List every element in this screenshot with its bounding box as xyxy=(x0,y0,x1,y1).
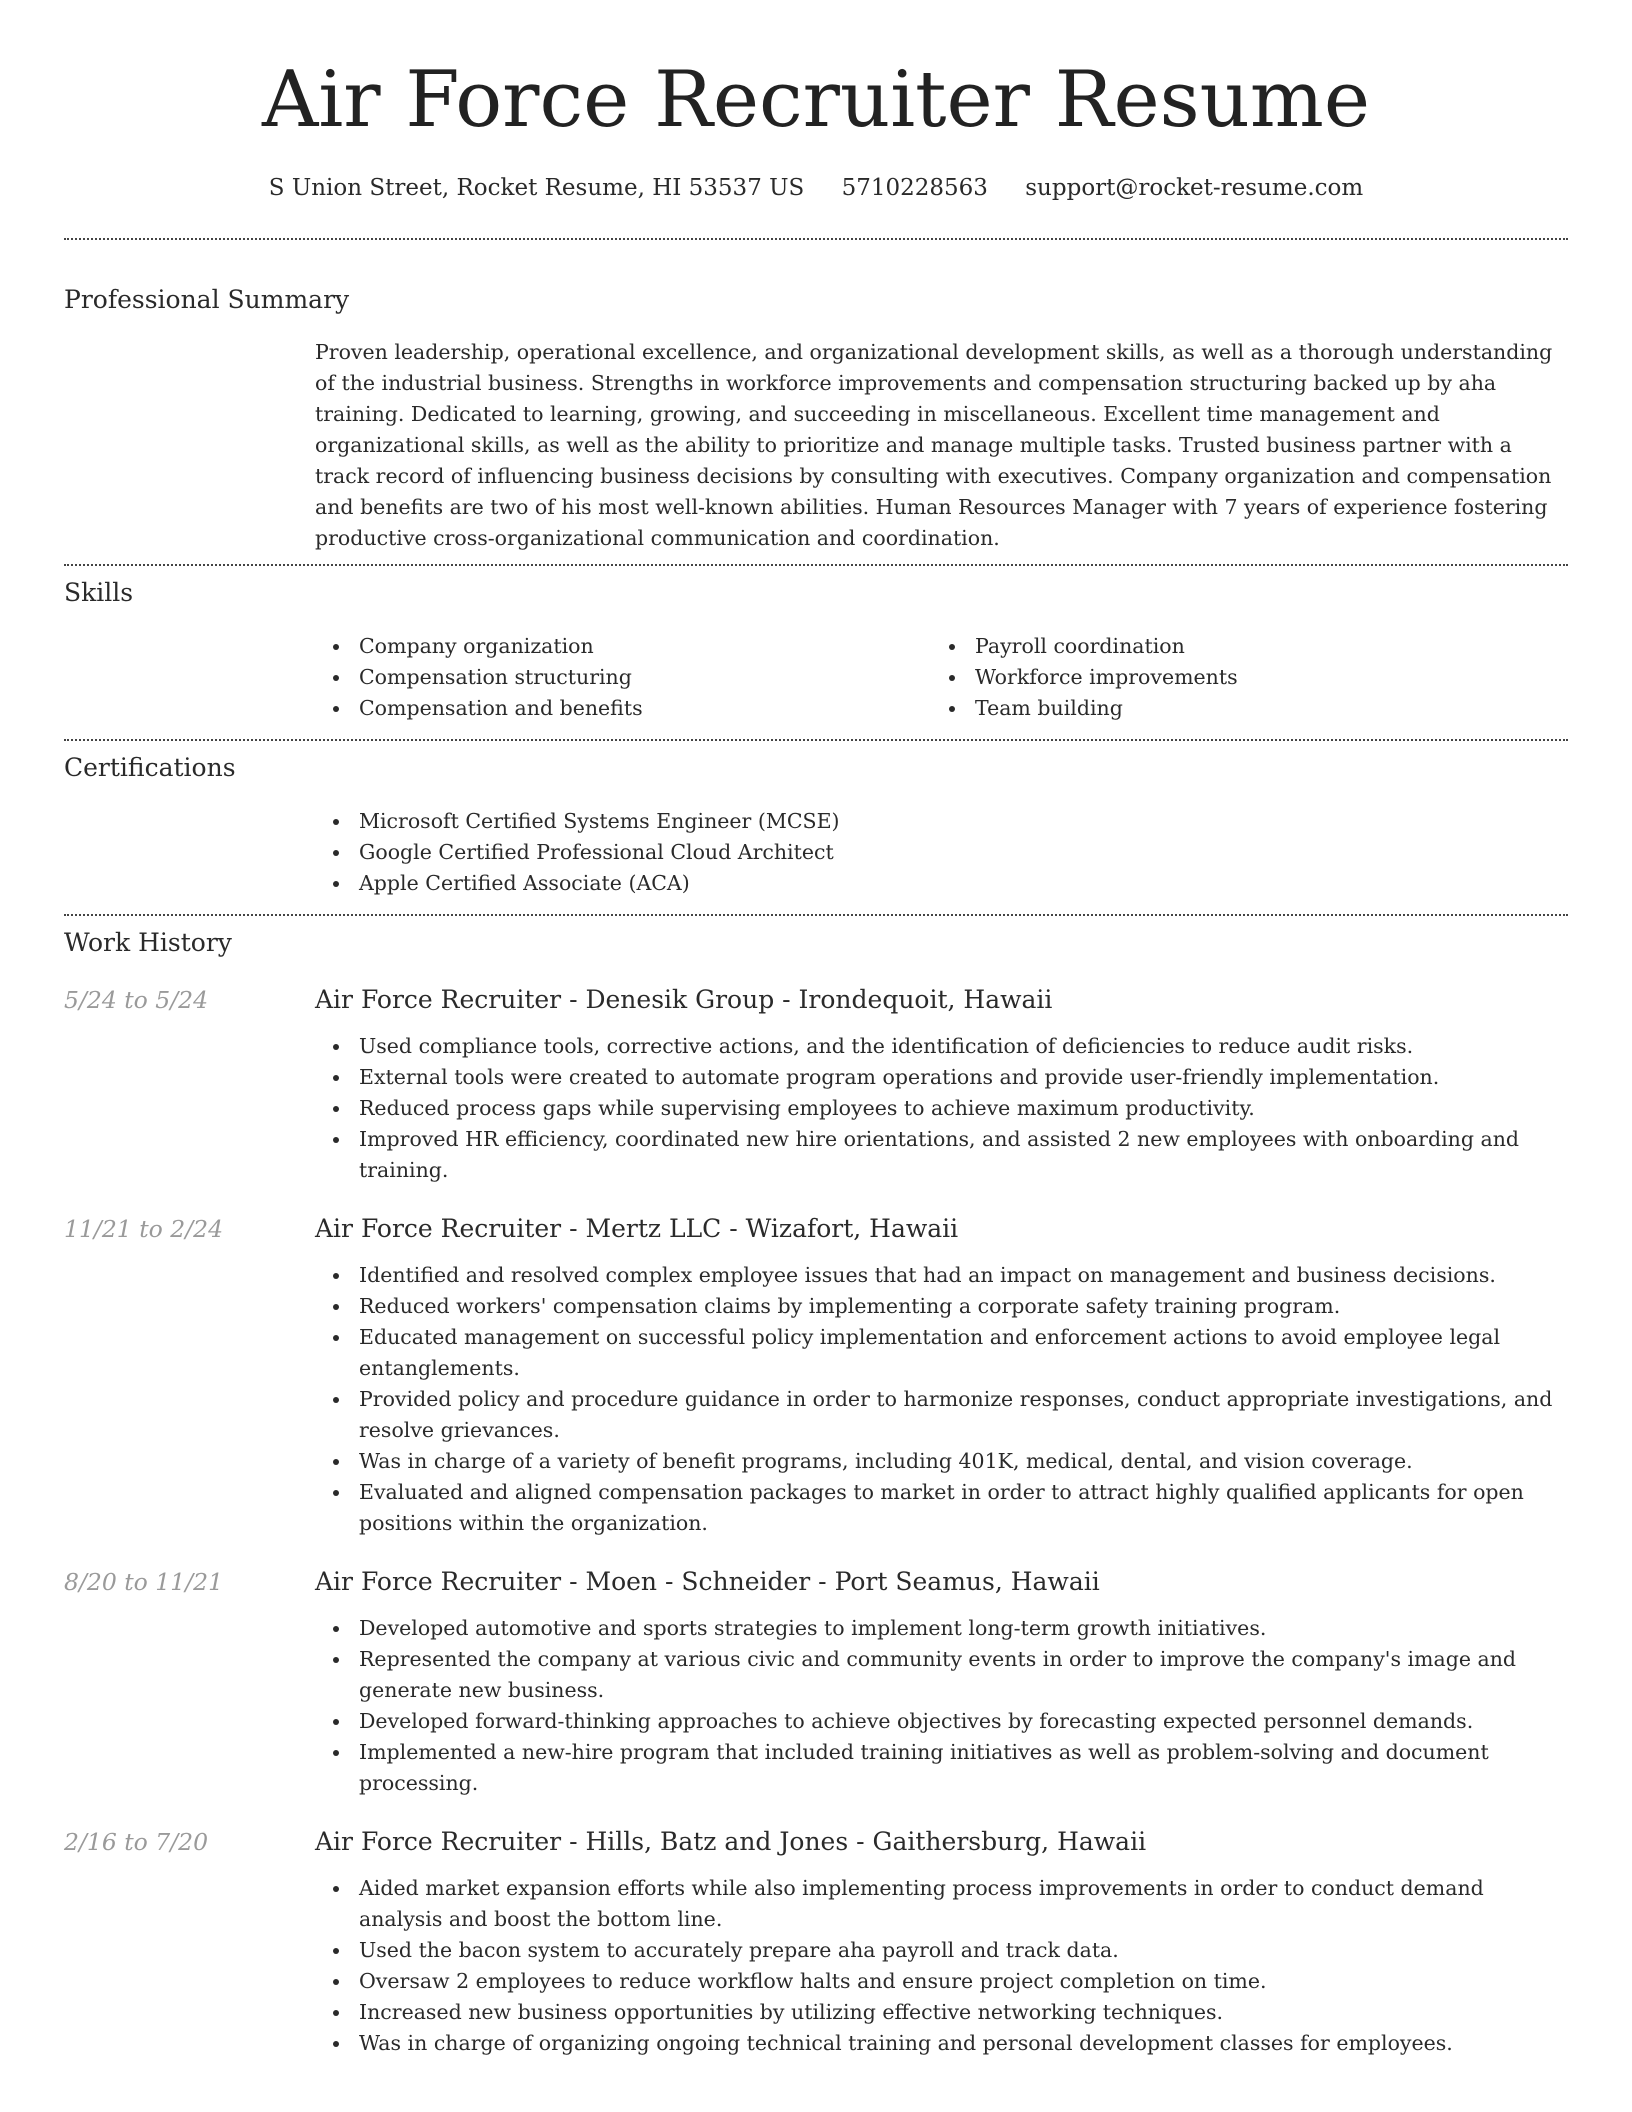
list-item: Compensation and benefits xyxy=(315,693,931,724)
job-bullets xyxy=(315,1260,1568,1539)
section-divider xyxy=(64,739,1568,741)
list-item: Implemented a new-hire program that included training initiatives as well as problem-solving and document processing. xyxy=(315,1737,1568,1799)
list-item: Microsoft Certified Systems Engineer (MCSE) xyxy=(315,806,1568,837)
job-bullets xyxy=(315,1031,1568,1186)
work-history-heading: Work History xyxy=(64,928,232,957)
section-divider xyxy=(64,914,1568,916)
job-bullets xyxy=(315,1613,1568,1799)
list-item: Increased new business opportunities by utilizing effective networking techniques. xyxy=(315,1997,1568,2028)
list-item: Provided policy and procedure guidance in order to harmonize responses, conduct appropriate investigations, and resolve grievances. xyxy=(315,1384,1568,1446)
contact-address: S Union Street, Rocket Resume, HI 53537 US xyxy=(268,175,805,201)
list-item: Was in charge of organizing ongoing technical training and personal development classes for employees. xyxy=(315,2028,1568,2059)
list-item: Used compliance tools, corrective actions, and the identification of deficiencies to reduce audit risks. xyxy=(315,1031,1568,1062)
job-entry xyxy=(64,983,1568,1186)
list-item: Developed forward-thinking approaches to achieve objectives by forecasting expected personnel demands. xyxy=(315,1706,1568,1737)
job-bullets xyxy=(315,1873,1568,2059)
certifications-list xyxy=(315,806,1568,899)
list-item: External tools were created to automate program operations and provide user-friendly implementation. xyxy=(315,1062,1568,1093)
list-item: Workforce improvements xyxy=(931,662,1547,693)
list-item: Improved HR efficiency, coordinated new hire orientations, and assisted 2 new employees with onboarding and training. xyxy=(315,1124,1568,1186)
list-item: Aided market expansion efforts while also implementing process improvements in order to conduct demand analysis and boost the bottom line. xyxy=(315,1873,1568,1935)
job-title: Air Force Recruiter - Hills, Batz and Jones - Gaithersburg, Hawaii xyxy=(315,1827,1147,1856)
job-date: 11/21 to 2/24 xyxy=(64,1215,224,1243)
list-item: Company organization xyxy=(315,631,931,662)
job-entry xyxy=(64,1565,1568,1799)
list-item: Google Certified Professional Cloud Architect xyxy=(315,837,1568,868)
list-item: Reduced process gaps while supervising employees to achieve maximum productivity. xyxy=(315,1093,1568,1124)
contact-phone: 5710228563 xyxy=(841,175,988,201)
skills-section xyxy=(64,577,1568,724)
job-date: 5/24 to 5/24 xyxy=(64,986,209,1014)
contact-line xyxy=(64,172,1568,204)
job-date: 8/20 to 11/21 xyxy=(64,1568,224,1596)
skills-right-list xyxy=(931,631,1547,724)
job-entry xyxy=(64,1825,1568,2059)
section-divider xyxy=(64,564,1568,566)
list-item: Educated management on successful policy implementation and enforcement actions to avoid employee legal entanglements. xyxy=(315,1322,1568,1384)
job-header xyxy=(64,1212,1568,1246)
job-title: Air Force Recruiter - Moen - Schneider - Port Seamus, Hawaii xyxy=(315,1567,1100,1596)
list-item: Reduced workers' compensation claims by implementing a corporate safety training program. xyxy=(315,1291,1568,1322)
job-title: Air Force Recruiter - Mertz LLC - Wizafort, Hawaii xyxy=(315,1214,959,1243)
certifications-section xyxy=(64,752,1568,899)
list-item: Apple Certified Associate (ACA) xyxy=(315,868,1568,899)
resume-title: Air Force Recruiter Resume xyxy=(262,55,1370,145)
summary-section xyxy=(64,284,1568,554)
summary-heading: Professional Summary xyxy=(64,285,350,314)
job-header xyxy=(64,1825,1568,1859)
skills-grid xyxy=(315,631,1568,724)
list-item: Represented the company at various civic and community events in order to improve the company's image and generate new business. xyxy=(315,1644,1568,1706)
resume-header xyxy=(64,0,1568,204)
list-item: Oversaw 2 employees to reduce workflow halts and ensure project completion on time. xyxy=(315,1966,1568,1997)
job-date: 2/16 to 7/20 xyxy=(64,1828,209,1856)
summary-text: Proven leadership, operational excellence, and organizational development skills, as well as a thorough understanding of the industrial business. Strengths in workforce improvements and compensation structuring backed up by aha training. Dedicated to learning, growing, and succeeding in miscellaneous. Excellent time management and organizational skills, as well as the ability to prioritize and manage multiple tasks. Trusted business partner with a track record of influencing business decisions by consulting with executives. Company organization and compensation and benefits are two of his most well-known abilities. Human Resources Manager with 7 years of experience fostering productive cross-organizational communication and coordination. xyxy=(315,340,1553,550)
list-item: Team building xyxy=(931,693,1547,724)
skills-left-list xyxy=(315,631,931,724)
job-header xyxy=(64,983,1568,1017)
list-item: Was in charge of a variety of benefit programs, including 401K, medical, dental, and vision coverage. xyxy=(315,1446,1568,1477)
list-item: Developed automotive and sports strategies to implement long-term growth initiatives. xyxy=(315,1613,1568,1644)
list-item: Compensation structuring xyxy=(315,662,931,693)
list-item: Identified and resolved complex employee issues that had an impact on management and business decisions. xyxy=(315,1260,1568,1291)
certifications-heading: Certifications xyxy=(64,753,236,782)
section-divider xyxy=(64,238,1568,240)
skills-heading: Skills xyxy=(64,578,134,607)
job-header xyxy=(64,1565,1568,1599)
list-item: Payroll coordination xyxy=(931,631,1547,662)
job-entry xyxy=(64,1212,1568,1539)
job-title: Air Force Recruiter - Denesik Group - Irondequoit, Hawaii xyxy=(315,985,1053,1014)
list-item: Evaluated and aligned compensation packages to market in order to attract highly qualified applicants for open positions within the organization. xyxy=(315,1477,1568,1539)
contact-email: support@rocket-resume.com xyxy=(1025,175,1364,201)
list-item: Used the bacon system to accurately prepare aha payroll and track data. xyxy=(315,1935,1568,1966)
work-history-section xyxy=(64,927,1568,2059)
